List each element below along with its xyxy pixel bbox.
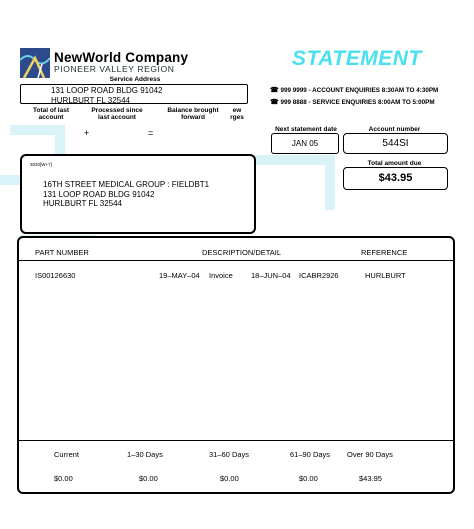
table-row bbox=[19, 271, 453, 281]
account-number-label: Account number bbox=[368, 126, 421, 133]
aging-divider bbox=[19, 440, 453, 441]
document-title: STATEMENT bbox=[292, 47, 422, 70]
row-part-number: IS00126630 bbox=[35, 271, 76, 280]
aging-value-31-60: $0.00 bbox=[220, 474, 239, 483]
aging-header-31-60: 31–60 Days bbox=[209, 450, 250, 459]
detail-table bbox=[17, 236, 455, 494]
aging-header-61-90: 61–90 Days bbox=[290, 450, 331, 459]
mailing-line1: 16TH STREET MEDICAL GROUP : FIELDBT1 bbox=[43, 180, 210, 189]
phone-icon: ☎ bbox=[270, 99, 279, 106]
mailing-line3: HURLBURT FL 32544 bbox=[43, 199, 122, 208]
aging-header-over-90: Over 90 Days bbox=[347, 450, 393, 459]
phone-icon: ☎ bbox=[270, 87, 279, 94]
row-due-date: 18–JUN–04 bbox=[251, 271, 291, 280]
mailing-line2: 131 LOOP ROAD BLDG 91042 bbox=[43, 189, 155, 199]
phone-item-account: ☎ 999 9999 - ACCOUNT ENQUIRIES 8:30AM TO 4:30PM bbox=[270, 87, 439, 94]
service-address-line1: 131 LOOP ROAD BLDG 91042 bbox=[51, 86, 163, 95]
row-type: Invoice bbox=[209, 271, 233, 280]
mailing-code: 3020[W+7] bbox=[30, 162, 52, 167]
header-divider bbox=[19, 260, 453, 261]
aging-value-over-90: $43.95 bbox=[359, 474, 382, 483]
account-number-value: 544SI bbox=[343, 133, 448, 154]
processed-label: Processed since last account bbox=[91, 107, 143, 121]
service-address-box bbox=[20, 84, 248, 104]
company-logo bbox=[20, 48, 50, 78]
total-last-account-label: Total of last account bbox=[33, 107, 69, 121]
row-reference: HURLBURT bbox=[365, 271, 406, 280]
total-due-value: $43.95 bbox=[343, 167, 448, 190]
company-region: PIONEER VALLEY REGION bbox=[54, 64, 175, 74]
column-header-description: DESCRIPTION/DETAIL bbox=[202, 248, 282, 257]
total-due-label: Total amount due bbox=[367, 160, 422, 167]
next-statement-value: JAN 05 bbox=[271, 133, 339, 154]
aging-value-current: $0.00 bbox=[54, 474, 73, 483]
column-header-part: PART NUMBER bbox=[35, 248, 89, 257]
overage-label: ew rges bbox=[230, 107, 244, 121]
balance-forward-label: Balance brought forward bbox=[167, 107, 219, 121]
aging-value-61-90: $0.00 bbox=[299, 474, 318, 483]
column-header-reference: REFERENCE bbox=[361, 248, 408, 257]
mailing-address bbox=[43, 180, 209, 209]
aging-header-current: Current bbox=[54, 450, 80, 459]
equals-sign: = bbox=[148, 128, 154, 138]
phone-list bbox=[270, 85, 438, 109]
company-name: NewWorld Company bbox=[54, 50, 189, 65]
mailing-address-box bbox=[20, 154, 256, 234]
service-address-label: Service Address bbox=[109, 76, 161, 83]
aging-value-1-30: $0.00 bbox=[139, 474, 158, 483]
aging-header-1-30: 1–30 Days bbox=[127, 450, 163, 459]
phone-item-service: ☎ 999 8888 - SERVICE ENQUIRIES 8:00AM TO 5:00PM bbox=[270, 99, 435, 106]
plus-sign: + bbox=[84, 128, 90, 138]
row-date: 19–MAY–04 bbox=[159, 271, 200, 280]
next-statement-label: Next statement date bbox=[275, 126, 337, 133]
row-code: ICABR2926 bbox=[299, 271, 339, 280]
service-address-line2: HURLBURT FL 32544 bbox=[51, 95, 130, 105]
